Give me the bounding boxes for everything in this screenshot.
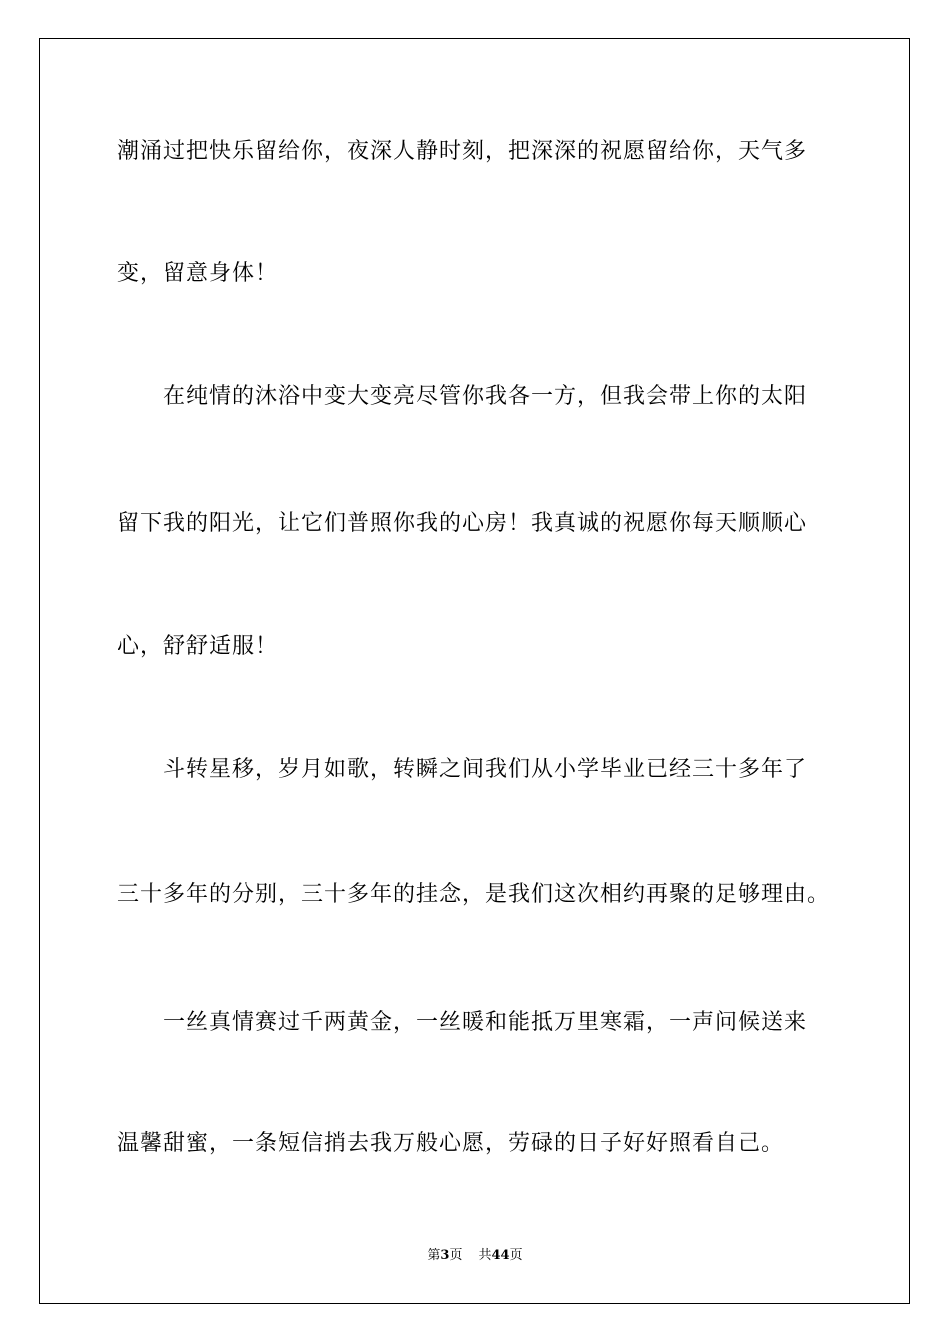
page-footer: [0, 1247, 950, 1265]
paragraph-2-line-1: 在纯情的沐浴中变大变亮尽管你我各一方，但我会带上你的太阳: [163, 384, 808, 409]
body-line-4: 留下我的阳光，让它们普照你我的心房！我真诚的祝愿你每天顺顺心: [117, 511, 808, 536]
body-line-7: 三十多年的分别，三十多年的挂念，是我们这次相约再聚的足够理由。: [117, 882, 831, 907]
total-pages: 44: [491, 1248, 510, 1263]
body-line-9: 温馨甜蜜，一条短信捎去我万般心愿，劳碌的日子好好照看自己。: [117, 1131, 785, 1156]
page-number: 3: [440, 1248, 450, 1263]
body-line-2: 变，留意身体！: [117, 261, 279, 286]
page-border: [39, 38, 910, 1304]
body-line-5: 心，舒舒适服！: [117, 634, 279, 659]
paragraph-4-line-1: 一丝真情赛过千两黄金，一丝暖和能抵万里寒霜，一声问候送来: [163, 1010, 808, 1035]
body-line-1: 潮涌过把快乐留给你，夜深人静时刻，把深深的祝愿留给你，天气多: [117, 139, 808, 164]
paragraph-3-line-1: 斗转星移，岁月如歌，转瞬之间我们从小学毕业已经三十多年了: [163, 757, 808, 782]
page-prefix: 第: [427, 1248, 441, 1263]
page-suffix: 页: [449, 1248, 463, 1263]
total-suffix: 页: [509, 1248, 523, 1263]
total-prefix: 共: [478, 1248, 492, 1263]
